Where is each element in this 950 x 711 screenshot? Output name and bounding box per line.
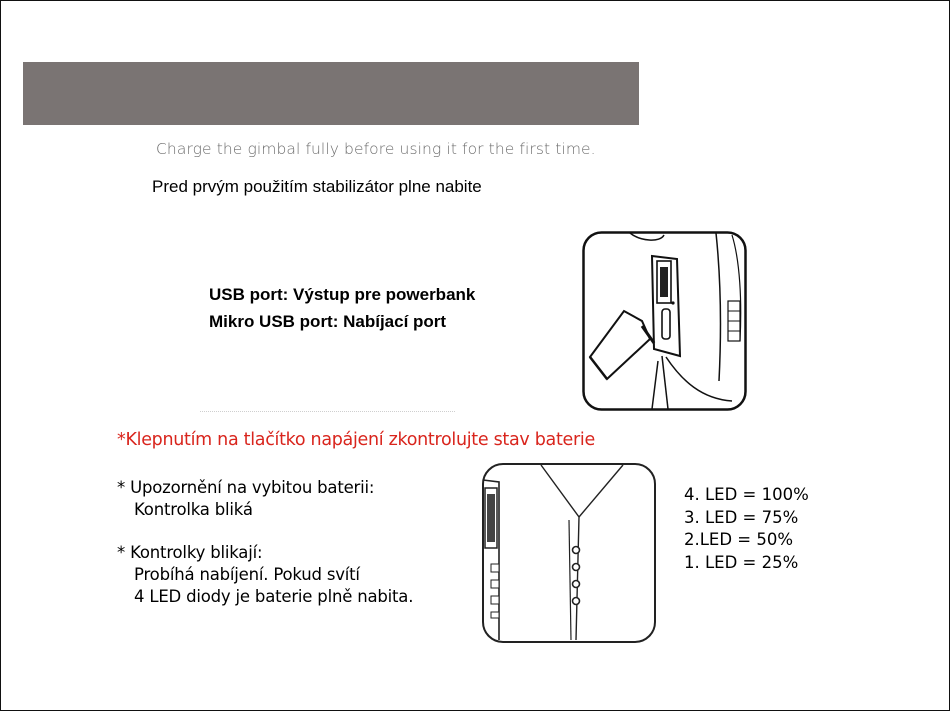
blinking-title: * Kontrolky blikají:: [117, 543, 263, 562]
charging-port-illustration: [582, 231, 748, 412]
usb-port-label: USB port: Výstup pre powerbank: [209, 285, 476, 304]
led-level-list: [684, 484, 809, 574]
led-indicator-illustration: [481, 462, 657, 644]
low-battery-desc: Kontrolka bliká: [134, 500, 253, 519]
battery-check-heading: *Klepnutím na tlačítko napájení zkontrolujte stav baterie: [117, 430, 595, 450]
header-bar: [23, 62, 639, 125]
low-battery-notice: [117, 477, 374, 521]
low-battery-title: * Upozornění na vybitou baterii:: [117, 478, 375, 497]
slovak-instruction: Pred prvým použitím stabilizátor plne nabite: [152, 177, 482, 196]
led-level-item: 4. LED = 100%: [684, 485, 809, 504]
led-2-icon: [573, 581, 580, 588]
port-descriptions: [209, 281, 475, 335]
led-4-icon: [573, 547, 580, 554]
led-level-item: 1. LED = 25%: [684, 552, 799, 572]
separator-line: [200, 411, 455, 412]
english-instruction: Charge the gimbal fully before using it for the first time.: [156, 140, 596, 158]
micro-usb-port-label: Mikro USB port: Nabíjací port: [209, 312, 447, 331]
led-1-icon: [573, 598, 580, 605]
led-level-item: 3. LED = 75%: [684, 507, 799, 527]
led-3-icon: [573, 564, 580, 571]
charging-notice: [117, 542, 413, 608]
blinking-desc-1: Probíhá nabíjení. Pokud svítí: [134, 565, 360, 584]
blinking-desc-2: 4 LED diody je baterie plně nabita.: [134, 587, 414, 606]
led-level-item: 2.LED = 50%: [684, 530, 794, 549]
